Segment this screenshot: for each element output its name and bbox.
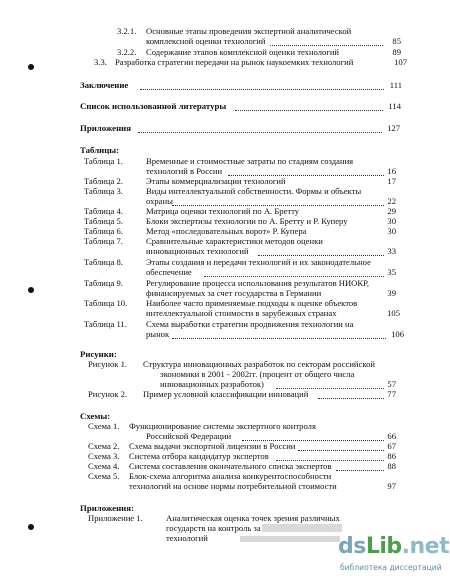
- scheme-page: 66: [387, 431, 396, 441]
- table-text: Временные и стоимостные затраты по стадиям создания: [146, 156, 354, 166]
- scheme-page: 88: [387, 461, 396, 471]
- table-text: Этапы коммерциализации технологий: [146, 176, 286, 186]
- table-page: 17: [387, 176, 396, 186]
- scan-smudge: [262, 524, 342, 532]
- figure-text: экономики в 2001 - 2002гг. (процент от общего числа: [160, 369, 355, 379]
- scheme-page: 86: [387, 451, 396, 461]
- appendix-heading: Приложения:: [80, 503, 134, 513]
- table-text: обеспечение: [146, 267, 192, 277]
- scheme-text: Российской Федерации: [146, 431, 232, 441]
- tables-heading: Таблицы:: [80, 145, 120, 155]
- scheme-text: технологий на основе нормы потребительной стоимости: [129, 481, 337, 491]
- schemes-heading: Схемы:: [80, 411, 111, 421]
- toc-entry-text: комплексной оценки технологий: [146, 36, 266, 46]
- scheme-text: Блок-схема алгоритма анализа конкурентоспособности: [129, 471, 332, 481]
- scheme-text: Функционирование системы экспертного контроля: [129, 421, 316, 431]
- toc-appendices: Приложения: [80, 123, 131, 133]
- table-label: Таблица 8.: [84, 257, 123, 267]
- toc-conclusion: Заключение: [80, 80, 129, 90]
- table-page: 33: [387, 246, 396, 256]
- toc-page: 127: [387, 123, 400, 133]
- toc-page: 111: [389, 80, 402, 90]
- toc-leader: [138, 132, 382, 133]
- table-label: Таблица 3.: [84, 186, 123, 196]
- toc-entry-text: Разработка стратегии передачи на рынок наукоемких технологий: [115, 57, 354, 67]
- toc-page: 85: [392, 36, 401, 46]
- table-page: 105: [387, 308, 400, 318]
- table-label: Таблица 9.: [84, 278, 123, 288]
- scan-smudge: [240, 536, 340, 542]
- appendix-label: Приложение 1.: [88, 513, 143, 523]
- scheme-text: Система составления окончательного списка экспертов: [129, 461, 332, 471]
- table-text: Матрица оценки технологий по А. Бретту: [146, 206, 300, 216]
- figures-heading: Рисунки:: [80, 349, 117, 359]
- toc-leader: [172, 338, 386, 339]
- scheme-text: Система отбора кандидатур экспертов: [129, 451, 269, 461]
- table-text: Виды интеллектуальной собственности. Формы и объекты: [146, 186, 362, 196]
- table-label: Таблица 1.: [84, 156, 123, 166]
- toc-leader: [270, 45, 383, 46]
- toc-entry-text: Основные этапы проведения экспертной аналитической: [146, 26, 352, 36]
- toc-page: 114: [388, 101, 401, 111]
- appendix-text: государств на контроль за: [166, 523, 261, 533]
- toc-leader: [258, 255, 384, 256]
- scheme-label: Схема 3.: [88, 451, 120, 461]
- table-page: 29: [387, 206, 396, 216]
- toc-leader: [204, 276, 384, 277]
- table-text: Регулирование процесса использования результатов НИОКР,: [146, 278, 369, 288]
- table-page: 39: [387, 288, 396, 298]
- table-text: финансируемых за счет государства в Германии: [146, 288, 322, 298]
- figure-text: инновационных разработок): [160, 379, 264, 389]
- table-page: 16: [387, 166, 396, 176]
- scheme-label: Схема 4.: [88, 461, 120, 471]
- table-label: Таблица 7.: [84, 236, 123, 246]
- scheme-label: Схема 1.: [88, 421, 120, 431]
- toc-leader: [140, 89, 384, 90]
- toc-references: Список использованной литературы: [80, 101, 227, 111]
- table-text: Сравнительные характеристики методов оценки: [146, 236, 323, 246]
- toc-leader: [318, 398, 384, 399]
- binder-hole-middle: [28, 287, 34, 293]
- figure-label: Рисунок 2.: [88, 389, 128, 399]
- table-text: Метод «последовательных ворот» Р. Купера: [146, 226, 307, 236]
- figure-text: Структура инновационных разработок по секторам российской: [143, 359, 375, 369]
- table-text: Наиболее часто применяемые подходы к оценке объектов: [146, 298, 358, 308]
- watermark-subtitle: библиотека диссертаций: [340, 563, 442, 572]
- toc-leader: [336, 470, 384, 471]
- table-label: Таблица 4.: [84, 206, 123, 216]
- scheme-label: Схема 2.: [88, 441, 120, 451]
- table-text: Этапы создания и передачи технологий и их законодательное: [146, 257, 371, 267]
- toc-page: 89: [392, 47, 401, 57]
- binder-hole-bottom: [28, 524, 34, 530]
- figure-label: Рисунок 1.: [88, 359, 128, 369]
- table-label: Таблица 11.: [84, 319, 127, 329]
- toc-entry-num: 3.2.1.: [117, 26, 137, 36]
- appendix-text: технологий: [166, 533, 208, 543]
- table-page: 30: [387, 216, 396, 226]
- figure-text: Пример условной классификации инноваций: [143, 389, 309, 399]
- table-page: 22: [387, 196, 396, 206]
- scheme-page: 97: [387, 481, 396, 491]
- watermark-logo: [338, 534, 450, 579]
- toc-entry-text: Содержание этапов комплексной оценки технологий: [146, 47, 340, 57]
- table-text: охраны: [146, 196, 173, 206]
- table-label: Таблица 5.: [84, 216, 123, 226]
- figure-page: 57: [387, 379, 396, 389]
- table-label: Таблица 2.: [84, 176, 123, 186]
- toc-entry-num: 3.2.2.: [117, 47, 137, 57]
- watermark-logo-text: dsLib.net: [338, 534, 450, 559]
- scheme-label: Схема 5.: [88, 471, 120, 481]
- toc-leader: [235, 110, 383, 111]
- table-label: Таблица 10.: [84, 298, 128, 308]
- table-text: технологий в России: [146, 166, 223, 176]
- toc-leader: [298, 450, 384, 451]
- table-text: интеллектуальной стоимости в зарубежных странах: [146, 308, 337, 318]
- table-text: инновационных технологий: [146, 246, 249, 256]
- binder-hole-top: [28, 64, 34, 70]
- scheme-page: 67: [387, 441, 396, 451]
- toc-page: 107: [394, 57, 407, 67]
- toc-entry-num: 3.3.: [94, 57, 107, 67]
- table-text: рынок: [146, 329, 170, 339]
- table-text: Схема выработки стратегии продвижения технологии на: [146, 319, 354, 329]
- table-page: 35: [387, 267, 396, 277]
- table-text: Блоки экспертизы технологии по А. Бретту и Р. Куперу: [146, 216, 348, 226]
- table-page: 30: [387, 226, 396, 236]
- scheme-text: Схема выдачи экспортной лицензии в России: [129, 441, 296, 451]
- figure-page: 77: [387, 389, 396, 399]
- table-label: Таблица 6.: [84, 226, 123, 236]
- appendix-text: Аналитическая оценка точек зрения различных: [166, 513, 340, 523]
- table-page: 106: [391, 329, 404, 339]
